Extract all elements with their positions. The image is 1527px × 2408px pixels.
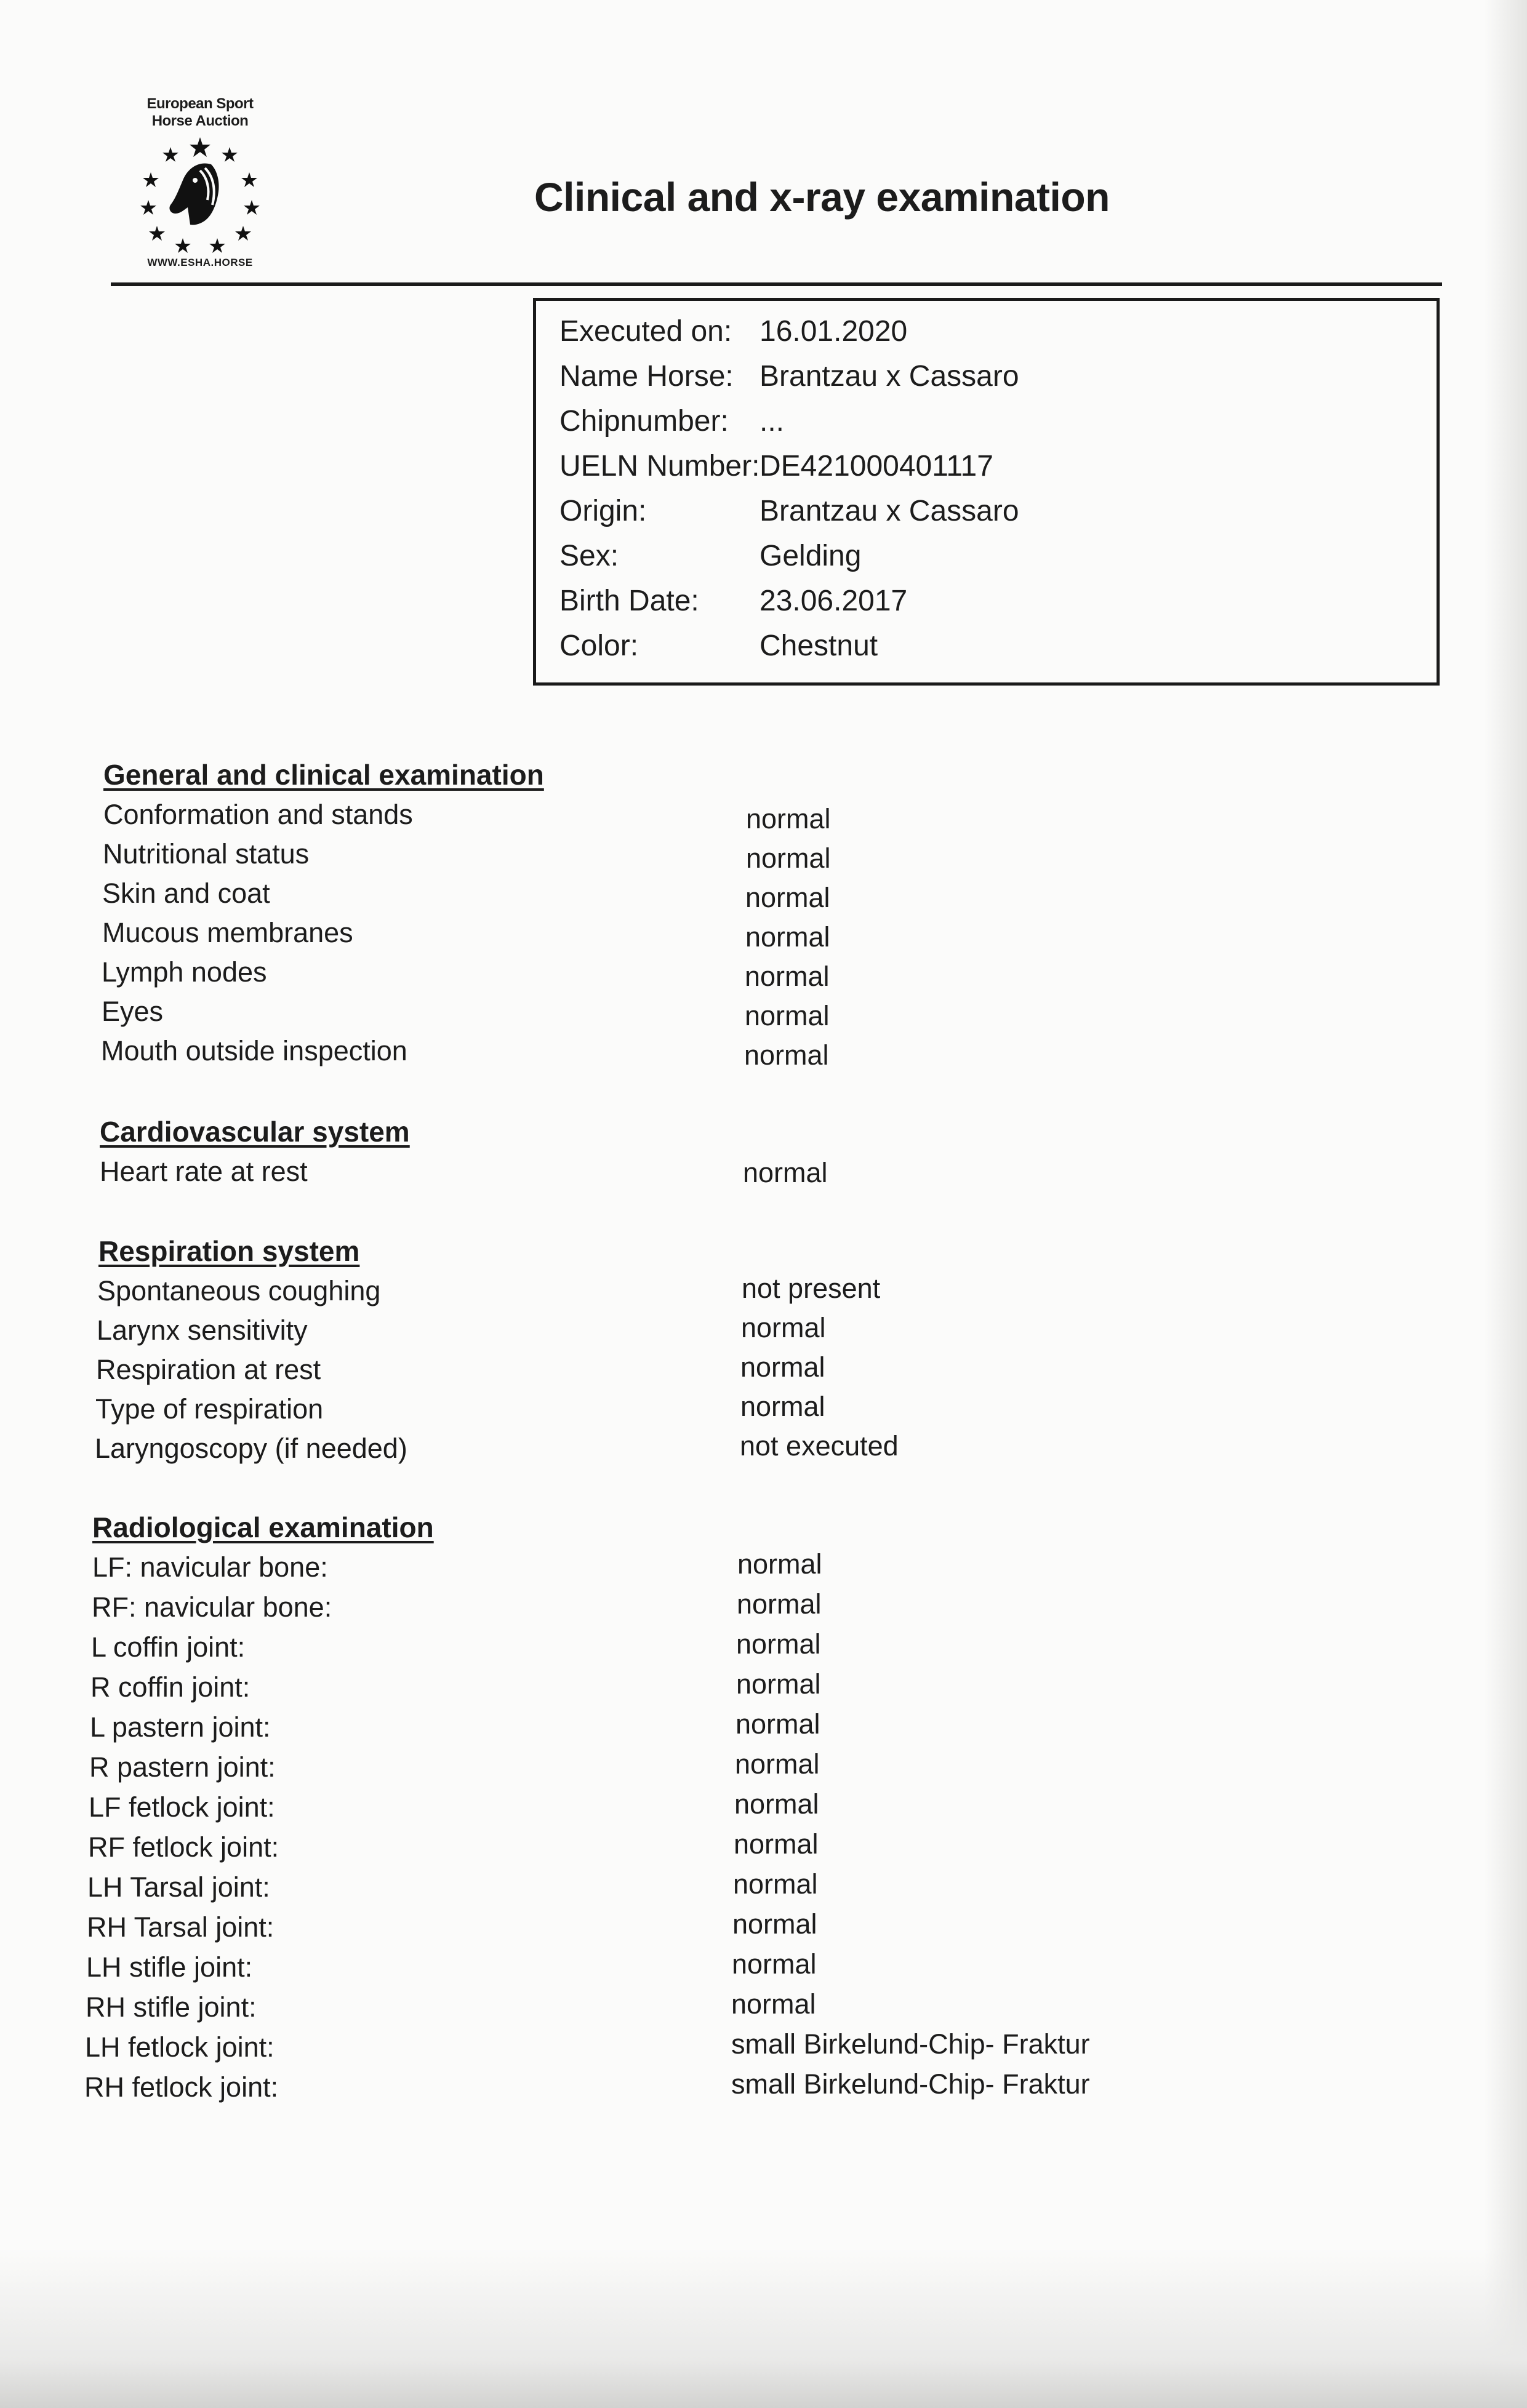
exam-result: normal bbox=[736, 1628, 821, 1660]
info-value: 16.01.2020 bbox=[759, 315, 908, 348]
info-value: DE421000401117 bbox=[759, 450, 993, 482]
exam-result: normal bbox=[732, 1908, 817, 1940]
page-title: Clinical and x-ray examination bbox=[534, 174, 1110, 220]
exam-result: normal bbox=[745, 921, 830, 953]
header-divider bbox=[111, 282, 1442, 286]
exam-result: normal bbox=[740, 1351, 825, 1383]
exam-label: RF fetlock joint: bbox=[88, 1831, 279, 1863]
exam-label: Larynx sensitivity bbox=[97, 1314, 308, 1346]
info-label: UELN Number: bbox=[559, 450, 760, 482]
section-title-cardiovascular: Cardiovascular system bbox=[100, 1116, 410, 1148]
exam-label: L pastern joint: bbox=[90, 1711, 271, 1743]
exam-label: L coffin joint: bbox=[91, 1631, 246, 1663]
section-title-respiration: Respiration system bbox=[98, 1235, 360, 1267]
info-label: Sex: bbox=[559, 540, 619, 572]
exam-result: normal bbox=[731, 1988, 816, 2020]
page-edge-shadow bbox=[1484, 0, 1527, 2408]
exam-result: normal bbox=[745, 1000, 830, 1031]
info-value: Gelding bbox=[759, 540, 862, 572]
exam-label: Mouth outside inspection bbox=[101, 1035, 407, 1066]
exam-result: normal bbox=[744, 1039, 829, 1071]
exam-result: normal bbox=[735, 1708, 820, 1740]
exam-label: LH stifle joint: bbox=[86, 1951, 253, 1983]
exam-label: LF: navicular bone: bbox=[92, 1551, 328, 1583]
logo-org-line-1: European Sport bbox=[146, 95, 254, 112]
exam-result: normal bbox=[743, 1157, 828, 1188]
info-value: Brantzau x Cassaro bbox=[759, 360, 1019, 393]
exam-label: LF fetlock joint: bbox=[89, 1791, 275, 1823]
info-label: Color: bbox=[559, 630, 639, 662]
info-label: Executed on: bbox=[559, 315, 732, 348]
exam-label: Eyes bbox=[102, 996, 164, 1027]
info-label: Name Horse: bbox=[559, 360, 734, 393]
exam-result: small Birkelund-Chip- Fraktur bbox=[731, 2028, 1090, 2060]
info-value: ... bbox=[759, 405, 785, 438]
exam-result: normal bbox=[745, 882, 830, 913]
logo-org-line-2: Horse Auction bbox=[151, 113, 249, 129]
info-label: Origin: bbox=[559, 495, 647, 527]
info-value: Brantzau x Cassaro bbox=[759, 495, 1019, 527]
exam-label: RH Tarsal joint: bbox=[87, 1911, 275, 1943]
exam-label: Skin and coat bbox=[102, 878, 270, 909]
exam-label: Respiration at rest bbox=[96, 1354, 321, 1385]
exam-label: Nutritional status bbox=[103, 838, 310, 870]
exam-result: normal bbox=[741, 1312, 826, 1343]
exam-result: small Birkelund-Chip- Fraktur bbox=[731, 2068, 1090, 2100]
exam-label: Lymph nodes bbox=[102, 956, 267, 988]
horse-info-box bbox=[533, 298, 1440, 686]
exam-label: Mucous membranes bbox=[102, 917, 353, 948]
exam-result: normal bbox=[745, 961, 830, 992]
exam-label: LH fetlock joint: bbox=[85, 2031, 275, 2063]
exam-label: R coffin joint: bbox=[90, 1671, 250, 1703]
esha-logo bbox=[108, 95, 292, 289]
logo-url: WWW.ESHA.HORSE bbox=[147, 257, 253, 268]
horse-head-stars-icon bbox=[138, 132, 262, 255]
exam-label: RH stifle joint: bbox=[86, 1991, 257, 2023]
exam-result: normal bbox=[732, 1948, 817, 1980]
exam-result: normal bbox=[734, 1788, 819, 1820]
exam-result: not executed bbox=[740, 1430, 899, 1462]
exam-result: normal bbox=[746, 803, 831, 834]
info-value: Chestnut bbox=[759, 630, 878, 662]
exam-result: normal bbox=[734, 1828, 819, 1860]
exam-result: normal bbox=[737, 1588, 822, 1620]
exam-result: normal bbox=[735, 1748, 820, 1780]
info-label: Chipnumber: bbox=[559, 405, 729, 438]
exam-result: normal bbox=[740, 1391, 825, 1422]
exam-label: RH fetlock joint: bbox=[84, 2071, 279, 2103]
page-bottom-shadow bbox=[0, 2248, 1527, 2408]
exam-label: R pastern joint: bbox=[89, 1751, 276, 1783]
exam-result: normal bbox=[746, 842, 831, 874]
exam-label: Spontaneous coughing bbox=[97, 1275, 381, 1306]
exam-label: Type of respiration bbox=[95, 1393, 324, 1425]
exam-label: LH Tarsal joint: bbox=[87, 1871, 270, 1903]
section-title-general: General and clinical examination bbox=[103, 759, 544, 791]
info-label: Birth Date: bbox=[559, 585, 699, 617]
section-title-radiological: Radiological examination bbox=[92, 1511, 434, 1543]
exam-result: normal bbox=[737, 1548, 822, 1580]
exam-label: Laryngoscopy (if needed) bbox=[95, 1433, 407, 1464]
info-value: 23.06.2017 bbox=[759, 585, 908, 617]
exam-result: not present bbox=[742, 1273, 881, 1304]
exam-result: normal bbox=[736, 1668, 821, 1700]
exam-label: Heart rate at rest bbox=[100, 1156, 308, 1187]
exam-label: RF: navicular bone: bbox=[92, 1591, 332, 1623]
exam-result: normal bbox=[733, 1868, 818, 1900]
exam-label: Conformation and stands bbox=[103, 799, 413, 830]
